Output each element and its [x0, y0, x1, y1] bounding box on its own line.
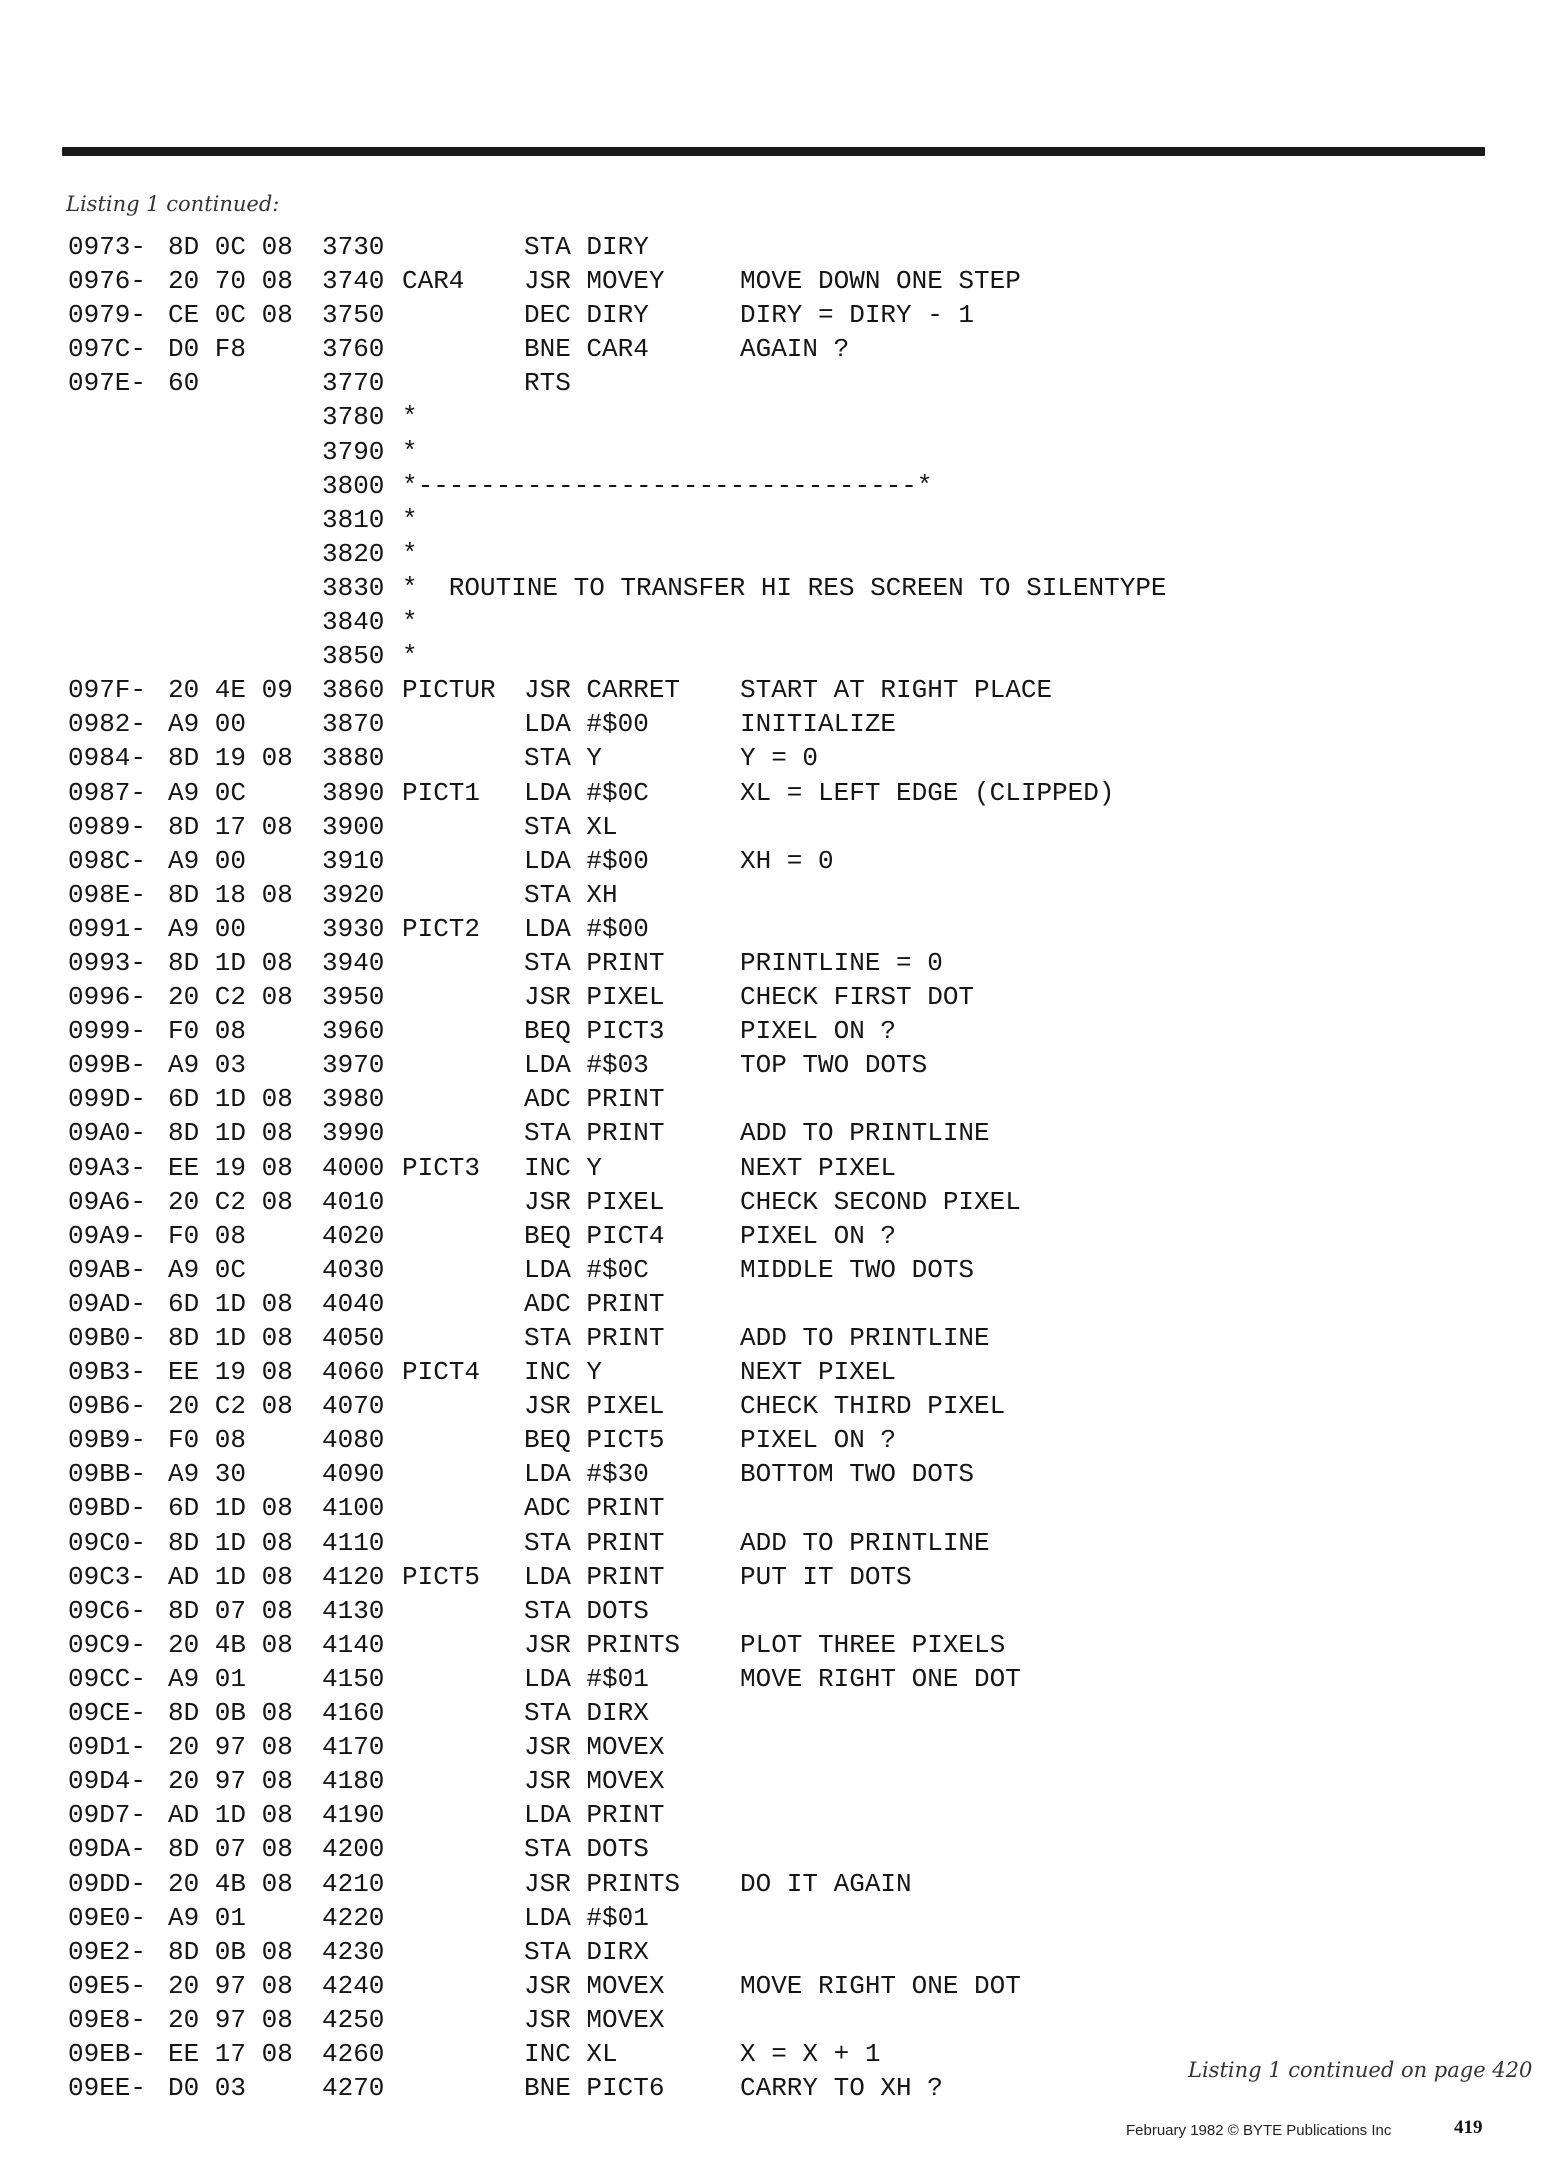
instruction: BNE PICT6 — [524, 2073, 665, 2104]
address: 0973- — [68, 232, 147, 262]
instruction: JSR PIXEL — [524, 1186, 665, 1217]
line-number: 3730 — [322, 232, 385, 262]
line-number: 4170 — [322, 1732, 385, 1763]
address: 0982- — [68, 709, 147, 740]
machine-code: 20 70 08 — [168, 266, 293, 297]
machine-code: D0 F8 — [168, 334, 247, 365]
instruction: JSR PIXEL — [524, 1391, 665, 1422]
comment: START AT RIGHT PLACE — [740, 675, 1053, 706]
machine-code: 8D 1D 08 — [168, 947, 293, 978]
machine-code: CE 0C 08 — [168, 300, 293, 331]
instruction: LDA #$0C — [524, 1254, 649, 1285]
line-number: 4080 — [322, 1425, 385, 1456]
machine-code: D0 03 — [168, 2073, 247, 2104]
address: 09B0- — [68, 1323, 147, 1353]
line-number: 3930 — [322, 913, 385, 944]
instruction: STA PRINT — [524, 1323, 665, 1353]
address: 09C0- — [68, 1527, 147, 1558]
top-rule — [62, 147, 1485, 156]
comment: PIXEL ON ? — [740, 1220, 897, 1251]
address: 099D- — [68, 1084, 147, 1115]
address: 09AD- — [68, 1288, 147, 1319]
machine-code: 20 C2 08 — [168, 982, 293, 1013]
instruction: JSR MOVEX — [524, 1970, 665, 2001]
line-number: 4090 — [322, 1459, 385, 1490]
machine-code: 20 97 08 — [168, 1766, 293, 1797]
instruction: RTS — [524, 368, 571, 399]
instruction: STA Y — [524, 743, 603, 774]
instruction: LDA #$00 — [524, 845, 649, 876]
line-number: 4240 — [322, 1970, 385, 2001]
instruction: ADC PRINT — [524, 1288, 665, 1319]
label: PICT5 — [402, 1561, 481, 1592]
machine-code: A9 30 — [168, 1459, 247, 1490]
line-number: 4270 — [322, 2073, 385, 2104]
address: 0999- — [68, 1016, 147, 1047]
instruction: STA XH — [524, 879, 618, 910]
line-number: 4040 — [322, 1288, 385, 1319]
address: 09B9- — [68, 1425, 147, 1456]
address: 097F- — [68, 675, 147, 706]
comment: MOVE RIGHT ONE DOT — [740, 1663, 1021, 1694]
comment: PRINTLINE = 0 — [740, 947, 943, 978]
line-number: 4000 — [322, 1152, 385, 1183]
address: 098C- — [68, 845, 147, 876]
machine-code: 8D 07 08 — [168, 1834, 293, 1865]
instruction: STA DIRY — [524, 232, 649, 262]
machine-code: 8D 1D 08 — [168, 1527, 293, 1558]
address: 0976- — [68, 266, 147, 297]
machine-code: A9 0C — [168, 1254, 247, 1285]
instruction: BNE CAR4 — [524, 334, 649, 365]
instruction: JSR PIXEL — [524, 982, 665, 1013]
line-number: 3810 — [322, 504, 385, 535]
line-number: 4230 — [322, 1936, 385, 1967]
comment-line: * — [402, 402, 418, 433]
comment-line: * — [402, 436, 418, 467]
line-number: 4190 — [322, 1800, 385, 1831]
machine-code: 20 97 08 — [168, 1970, 293, 2001]
line-number: 4250 — [322, 2004, 385, 2035]
machine-code: 6D 1D 08 — [168, 1493, 293, 1524]
line-number: 4070 — [322, 1391, 385, 1422]
machine-code: F0 08 — [168, 1220, 247, 1251]
line-number: 4150 — [322, 1663, 385, 1694]
instruction: STA DIRX — [524, 1698, 649, 1729]
comment: MIDDLE TWO DOTS — [740, 1254, 975, 1285]
comment: DIRY = DIRY - 1 — [740, 300, 975, 331]
address: 09BD- — [68, 1493, 147, 1524]
line-number: 3920 — [322, 879, 385, 910]
machine-code: F0 08 — [168, 1425, 247, 1456]
comment: NEXT PIXEL — [740, 1357, 897, 1388]
machine-code: A9 03 — [168, 1050, 247, 1081]
label: PICT3 — [402, 1152, 481, 1183]
address: 09A0- — [68, 1118, 147, 1149]
instruction: BEQ PICT3 — [524, 1016, 665, 1047]
listing-caption: Listing 1 continued: — [66, 192, 280, 216]
machine-code: A9 00 — [168, 709, 247, 740]
machine-code: 8D 07 08 — [168, 1595, 293, 1626]
instruction: JSR PRINTS — [524, 1868, 681, 1899]
address: 09B3- — [68, 1357, 147, 1388]
address: 097C- — [68, 334, 147, 365]
comment-line: * — [402, 504, 418, 535]
instruction: STA DOTS — [524, 1595, 649, 1626]
instruction: JSR MOVEY — [524, 266, 665, 297]
machine-code: A9 01 — [168, 1663, 247, 1694]
address: 09EE- — [68, 2073, 147, 2104]
line-number: 4160 — [322, 1698, 385, 1729]
machine-code: A9 00 — [168, 913, 247, 944]
instruction: LDA PRINT — [524, 1561, 665, 1592]
comment: CARRY TO XH ? — [740, 2073, 943, 2104]
line-number: 4030 — [322, 1254, 385, 1285]
address: 09C6- — [68, 1595, 147, 1626]
line-number: 4100 — [322, 1493, 385, 1524]
instruction: JSR PRINTS — [524, 1629, 681, 1660]
instruction: STA DIRX — [524, 1936, 649, 1967]
address: 09E5- — [68, 1970, 147, 2001]
instruction: LDA PRINT — [524, 1800, 665, 1831]
comment-line: * ROUTINE TO TRANSFER HI RES SCREEN TO SILENTYPE — [402, 572, 1167, 603]
instruction: JSR MOVEX — [524, 1732, 665, 1763]
comment: TOP TWO DOTS — [740, 1050, 928, 1081]
page-number: 419 — [1454, 2117, 1483, 2138]
address: 09DD- — [68, 1868, 147, 1899]
machine-code: F0 08 — [168, 1016, 247, 1047]
address: 09C9- — [68, 1629, 147, 1660]
comment: PUT IT DOTS — [740, 1561, 912, 1592]
machine-code: A9 00 — [168, 845, 247, 876]
comment: INITIALIZE — [740, 709, 897, 740]
line-number: 3790 — [322, 436, 385, 467]
line-number: 3940 — [322, 947, 385, 978]
address: 09E2- — [68, 1936, 147, 1967]
continued-note: Listing 1 continued on page 420 — [1188, 2058, 1533, 2082]
comment: ADD TO PRINTLINE — [740, 1527, 990, 1558]
machine-code: EE 19 08 — [168, 1152, 293, 1183]
comment: BOTTOM TWO DOTS — [740, 1459, 975, 1490]
line-number: 3900 — [322, 811, 385, 842]
line-number: 3950 — [322, 982, 385, 1013]
comment-line: * — [402, 538, 418, 569]
line-number: 4060 — [322, 1357, 385, 1388]
line-number: 4110 — [322, 1527, 385, 1558]
machine-code: 20 4B 08 — [168, 1868, 293, 1899]
line-number: 4210 — [322, 1868, 385, 1899]
line-number: 3980 — [322, 1084, 385, 1115]
address: 097E- — [68, 368, 147, 399]
instruction: STA PRINT — [524, 1527, 665, 1558]
machine-code: 8D 1D 08 — [168, 1118, 293, 1149]
line-number: 4180 — [322, 1766, 385, 1797]
instruction: STA DOTS — [524, 1834, 649, 1865]
instruction: LDA #$01 — [524, 1663, 649, 1694]
machine-code: 8D 0C 08 — [168, 232, 293, 262]
instruction: STA PRINT — [524, 947, 665, 978]
instruction: BEQ PICT4 — [524, 1220, 665, 1251]
instruction: JSR CARRET — [524, 675, 681, 706]
line-number: 3990 — [322, 1118, 385, 1149]
address: 09A6- — [68, 1186, 147, 1217]
address: 09B6- — [68, 1391, 147, 1422]
machine-code: 20 4E 09 — [168, 675, 293, 706]
machine-code: A9 0C — [168, 777, 247, 808]
machine-code: AD 1D 08 — [168, 1800, 293, 1831]
line-number: 3870 — [322, 709, 385, 740]
machine-code: 20 C2 08 — [168, 1186, 293, 1217]
address: 09BB- — [68, 1459, 147, 1490]
line-number: 3770 — [322, 368, 385, 399]
line-number: 3760 — [322, 334, 385, 365]
instruction: DEC DIRY — [524, 300, 649, 331]
line-number: 3820 — [322, 538, 385, 569]
line-number: 3750 — [322, 300, 385, 331]
machine-code: 8D 18 08 — [168, 879, 293, 910]
line-number: 3740 — [322, 266, 385, 297]
line-number: 3880 — [322, 743, 385, 774]
comment: AGAIN ? — [740, 334, 850, 365]
machine-code: 8D 0B 08 — [168, 1698, 293, 1729]
address: 09E0- — [68, 1902, 147, 1933]
line-number: 3830 — [322, 572, 385, 603]
machine-code: 8D 19 08 — [168, 743, 293, 774]
comment: Y = 0 — [740, 743, 819, 774]
address: 0993- — [68, 947, 147, 978]
address: 09E8- — [68, 2004, 147, 2035]
address: 0996- — [68, 982, 147, 1013]
comment: PLOT THREE PIXELS — [740, 1629, 1006, 1660]
line-number: 3840 — [322, 607, 385, 638]
address: 09DA- — [68, 1834, 147, 1865]
address: 098E- — [68, 879, 147, 910]
comment-line: * — [402, 641, 418, 672]
instruction: BEQ PICT5 — [524, 1425, 665, 1456]
address: 09D7- — [68, 1800, 147, 1831]
line-number: 4200 — [322, 1834, 385, 1865]
comment: CHECK THIRD PIXEL — [740, 1391, 1006, 1422]
label: PICT2 — [402, 913, 481, 944]
machine-code: 8D 17 08 — [168, 811, 293, 842]
comment: X = X + 1 — [740, 2038, 881, 2069]
address: 09A3- — [68, 1152, 147, 1183]
line-number: 3800 — [322, 470, 385, 501]
label: PICT4 — [402, 1357, 481, 1388]
label: PICT1 — [402, 777, 481, 808]
address: 0979- — [68, 300, 147, 331]
machine-code: 6D 1D 08 — [168, 1084, 293, 1115]
comment: DO IT AGAIN — [740, 1868, 912, 1899]
line-number: 4050 — [322, 1323, 385, 1353]
line-number: 4260 — [322, 2038, 385, 2069]
instruction: INC Y — [524, 1152, 603, 1183]
instruction: LDA #$00 — [524, 913, 649, 944]
address: 09CE- — [68, 1698, 147, 1729]
instruction: INC XL — [524, 2038, 618, 2069]
instruction: LDA #$30 — [524, 1459, 649, 1490]
line-number: 4020 — [322, 1220, 385, 1251]
instruction: LDA #$00 — [524, 709, 649, 740]
line-number: 4120 — [322, 1561, 385, 1592]
line-number: 3850 — [322, 641, 385, 672]
machine-code: EE 17 08 — [168, 2038, 293, 2069]
machine-code: 20 97 08 — [168, 2004, 293, 2035]
instruction: STA XL — [524, 811, 618, 842]
machine-code: A9 01 — [168, 1902, 247, 1933]
comment: MOVE RIGHT ONE DOT — [740, 1970, 1021, 2001]
line-number: 4010 — [322, 1186, 385, 1217]
instruction: LDA #$03 — [524, 1050, 649, 1081]
comment: ADD TO PRINTLINE — [740, 1323, 990, 1353]
comment: NEXT PIXEL — [740, 1152, 897, 1183]
machine-code: 6D 1D 08 — [168, 1288, 293, 1319]
comment: XL = LEFT EDGE (CLIPPED) — [740, 777, 1115, 808]
address: 09D4- — [68, 1766, 147, 1797]
address: 0987- — [68, 777, 147, 808]
line-number: 4140 — [322, 1629, 385, 1660]
label: CAR4 — [402, 266, 465, 297]
comment: PIXEL ON ? — [740, 1425, 897, 1456]
comment-line: * — [402, 607, 418, 638]
page-footer: February 1982 © BYTE Publications Inc — [1126, 2122, 1392, 2139]
line-number: 3890 — [322, 777, 385, 808]
instruction: LDA #$0C — [524, 777, 649, 808]
line-number: 4130 — [322, 1595, 385, 1626]
comment: CHECK SECOND PIXEL — [740, 1186, 1021, 1217]
instruction: LDA #$01 — [524, 1902, 649, 1933]
line-number: 3860 — [322, 675, 385, 706]
comment: MOVE DOWN ONE STEP — [740, 266, 1021, 297]
machine-code: 20 C2 08 — [168, 1391, 293, 1422]
machine-code: EE 19 08 — [168, 1357, 293, 1388]
machine-code: 20 4B 08 — [168, 1629, 293, 1660]
line-number: 3960 — [322, 1016, 385, 1047]
instruction: JSR MOVEX — [524, 2004, 665, 2035]
instruction: ADC PRINT — [524, 1493, 665, 1524]
instruction: STA PRINT — [524, 1118, 665, 1149]
machine-code: 20 97 08 — [168, 1732, 293, 1763]
comment: CHECK FIRST DOT — [740, 982, 975, 1013]
address: 09D1- — [68, 1732, 147, 1763]
address: 09EB- — [68, 2038, 147, 2069]
address: 0991- — [68, 913, 147, 944]
comment: PIXEL ON ? — [740, 1016, 897, 1047]
address: 09C3- — [68, 1561, 147, 1592]
comment: XH = 0 — [740, 845, 834, 876]
comment-line: *--------------------------------* — [402, 470, 933, 501]
line-number: 3780 — [322, 402, 385, 433]
address: 09CC- — [68, 1663, 147, 1694]
address: 09A9- — [68, 1220, 147, 1251]
machine-code: 8D 0B 08 — [168, 1936, 293, 1967]
line-number: 3910 — [322, 845, 385, 876]
address: 0989- — [68, 811, 147, 842]
line-number: 4220 — [322, 1902, 385, 1933]
machine-code: 8D 1D 08 — [168, 1323, 293, 1353]
line-number: 3970 — [322, 1050, 385, 1081]
address: 0984- — [68, 743, 147, 774]
instruction: JSR MOVEX — [524, 1766, 665, 1797]
comment: ADD TO PRINTLINE — [740, 1118, 990, 1149]
address: 099B- — [68, 1050, 147, 1081]
machine-code: 60 — [168, 368, 200, 399]
address: 09AB- — [68, 1254, 147, 1285]
label: PICTUR — [402, 675, 496, 706]
instruction: INC Y — [524, 1357, 603, 1388]
machine-code: AD 1D 08 — [168, 1561, 293, 1592]
instruction: ADC PRINT — [524, 1084, 665, 1115]
